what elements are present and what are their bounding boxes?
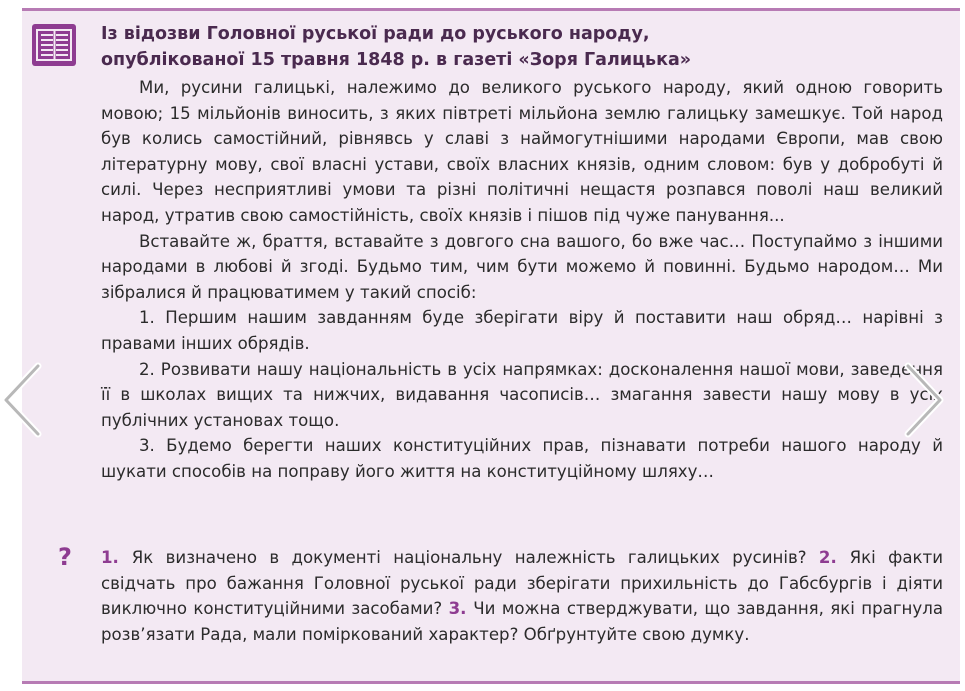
- question-number: 2.: [818, 548, 850, 567]
- chevron-left-icon: [0, 360, 46, 440]
- paragraph: Вставайте ж, браття, вставайте з довгого сна вашого, бо вже час… Поступаймо з іншими народами в любові й згоді. Будьмо тим, чим бути можемо й повинні. Будьмо народом… Ми зібралися й працюватимем у такий спосіб:: [101, 231, 943, 302]
- list-item: 2. Розвивати нашу національність в усіх напрямках: досконалення нашої мови, заведення її в школах вищих та нижчих, видавання часописів… змагання завести нашу мову в усіх публічних установах тощо.: [101, 359, 943, 430]
- prev-page-button[interactable]: [0, 360, 46, 440]
- chevron-right-icon: [900, 360, 946, 440]
- paragraph: Ми, русини галицькі, належимо до великого руського народу, який одною говорить мовою; 15 мільйонів виносить, з яких півтреті мільйона землю галицьку замешкує. Той народ був колись самостійний, рівнявсь у славі з наймогутнішими народами Європи, мав свою літературну мову, свої власні устави, своїх власних князів, одним словом: був у добробуті й силі. Через несприятливі умови та різні політичні нещастя розпався поволі наш великий народ, утратив свою самостійність, своїх князів і пішов під чуже панування...: [101, 78, 943, 225]
- question-number: 3.: [448, 599, 474, 619]
- book-icon: [32, 24, 76, 66]
- title-line: опублікованої 15 травня 1848 р. в газеті «Зоря Галицька»: [101, 50, 692, 70]
- question-text: Чи можна стверджувати, що завдання, які прагнула розв’язати Рада, мали поміркований характер? Обґрунтуйте свою думку.: [101, 599, 944, 644]
- list-item: 3. Будемо берегти наших конституційних прав, пізнавати потреби нашого народу й шукати способів на поправу його життя на конституційному шляху…: [101, 436, 943, 481]
- document-panel: [22, 8, 960, 684]
- questions-block: [101, 545, 943, 647]
- question-text: Як визначено в документі національну належність галицьких русинів?: [131, 548, 819, 567]
- list-item: 1. Першим нашим завданням буде зберігати віру й поставити наш обряд… нарівні з правами інших обрядів.: [101, 308, 943, 353]
- question-text: Які факти свідчать про бажання Головної руської ради зберігати прихильність до Габсбургів і діяти виключно конституційними засобами?: [101, 548, 943, 619]
- next-page-button[interactable]: [900, 360, 946, 440]
- document-title: [101, 21, 941, 73]
- document-body: [101, 75, 943, 485]
- question-mark-icon: ?: [58, 543, 72, 571]
- title-line: Із відозви Головної руської ради до руського народу,: [101, 24, 650, 44]
- question-number: 1.: [101, 548, 132, 567]
